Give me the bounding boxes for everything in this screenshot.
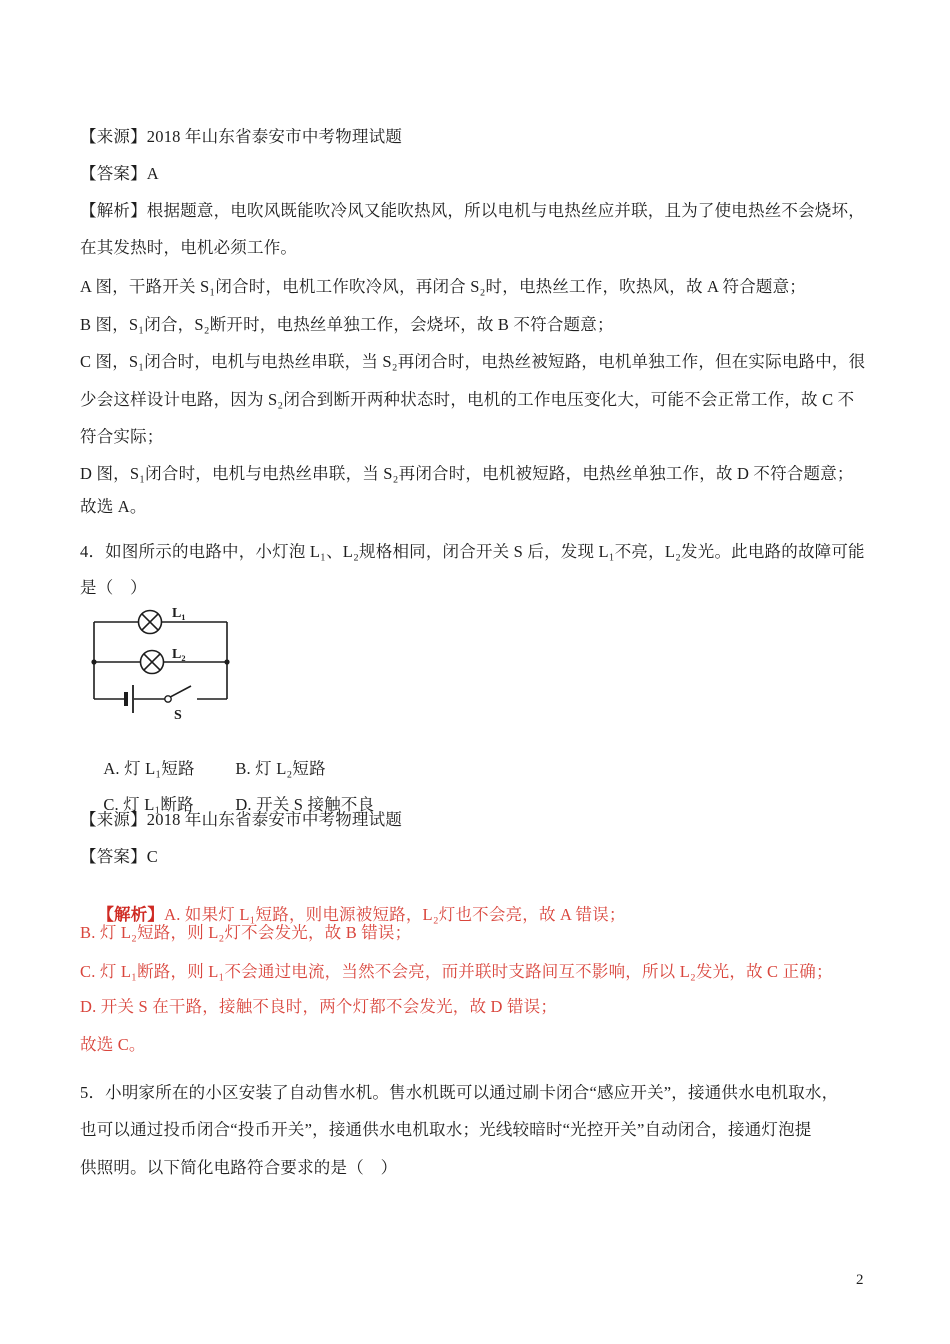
q3-analysis-line: A 图，干路开关 S₁闭合时，电机工作吹冷风，再闭合 S₂时，电热丝工作，吹热风，故 A 符合题意； <box>80 277 806 296</box>
q4-stem-line: 4．如图所示的电路中，小灯泡 L₁、L₂规格相同，闭合开关 S 后，发现 L₁不亮，L₂发光。此电路的故障可能 <box>80 542 865 561</box>
q4-analysis-text: A. 如果灯 L₁短路，则电源被短路，L₂灯也不会亮，故 A 错误； <box>164 905 626 924</box>
q5-stem-line: 也可以通过投币闭合“投币开关”，接通供水电机取水；光线较暗时“光控开关”自动闭合，接通灯泡提 <box>80 1120 812 1139</box>
q5-stem-line: 5．小明家所在的小区安装了自动售水机。售水机既可以通过刷卡闭合“感应开关”，接通供水电机取水， <box>80 1083 839 1102</box>
q3-answer-line: 【答案】A <box>80 164 159 183</box>
q3-analysis-line: 故选 A。 <box>80 497 147 516</box>
q4-option-a: A. 灯 L₁短路 <box>103 759 195 778</box>
circuit-diagram <box>80 596 320 728</box>
q4-analysis-line: D. 开关 S 在干路，接触不良时，两个灯都不会发光，故 D 错误； <box>80 997 558 1016</box>
q3-source-line: 【来源】2018 年山东省泰安市中考物理试题 <box>80 127 403 146</box>
lamp-l2-icon <box>141 651 164 674</box>
q5-stem-line: 供照明。以下简化电路符合要求的是（ ） <box>80 1158 398 1177</box>
q3-analysis-line: D 图，S₁闭合时，电机与电热丝串联，当 S₂再闭合时，电机被短路，电热丝单独工作，故 D 不符合题意； <box>80 464 854 483</box>
q4-analysis-line: C. 灯 L₁断路，则 L₁不会通过电流，当然不会亮，而并联时支路间互不影响，所以 L₂发光，故 C 正确； <box>80 962 833 981</box>
q4-option-b: B. 灯 L₂短路 <box>235 759 326 778</box>
analysis-tag: 【解析】 <box>97 905 165 924</box>
battery-icon <box>126 685 133 713</box>
lamp-l1-label: L₁ <box>172 606 186 621</box>
q4-stem-line: 是（ ） <box>80 578 147 597</box>
q4-option-d: D. 开关 S 接触不良 <box>235 795 375 814</box>
switch-icon <box>165 686 191 702</box>
junction-dot <box>224 659 229 664</box>
junction-dot <box>91 659 96 664</box>
lamp-l2-label: L₂ <box>172 647 186 662</box>
q4-analysis-line: B. 灯 L₂短路，则 L₂灯不会发光，故 B 错误； <box>80 923 412 942</box>
q4-option-c: C. 灯 L₁断路 <box>103 795 194 814</box>
lamp-l1-icon <box>139 611 162 634</box>
q4-source-line: 【来源】2018 年山东省泰安市中考物理试题 <box>80 810 403 829</box>
switch-label: S <box>174 708 182 723</box>
q3-analysis-line: 【解析】根据题意，电吹风既能吹冷风又能吹热风，所以电机与电热丝应并联，且为了使电热丝不会烧坏， <box>80 201 865 220</box>
q3-analysis-line: 在其发热时，电机必须工作。 <box>80 238 298 257</box>
q3-analysis-line: C 图，S₁闭合时，电机与电热丝串联，当 S₂再闭合时，电热丝被短路，电机单独工作，但在实际电路中，很 <box>80 352 866 371</box>
q4-answer-line: 【答案】C <box>80 847 159 866</box>
q3-analysis-line: B 图，S₁闭合，S₂断开时，电热丝单独工作，会烧坏，故 B 不符合题意； <box>80 315 614 334</box>
q3-analysis-line: 符合实际； <box>80 427 164 446</box>
page-number: 2 <box>856 1272 864 1288</box>
q3-analysis-line: 少会这样设计电路，因为 S₂闭合到断开两种状态时，电机的工作电压变化大，可能不会正常工作，故 C 不 <box>80 390 855 409</box>
q4-analysis-line: 故选 C。 <box>80 1035 146 1054</box>
